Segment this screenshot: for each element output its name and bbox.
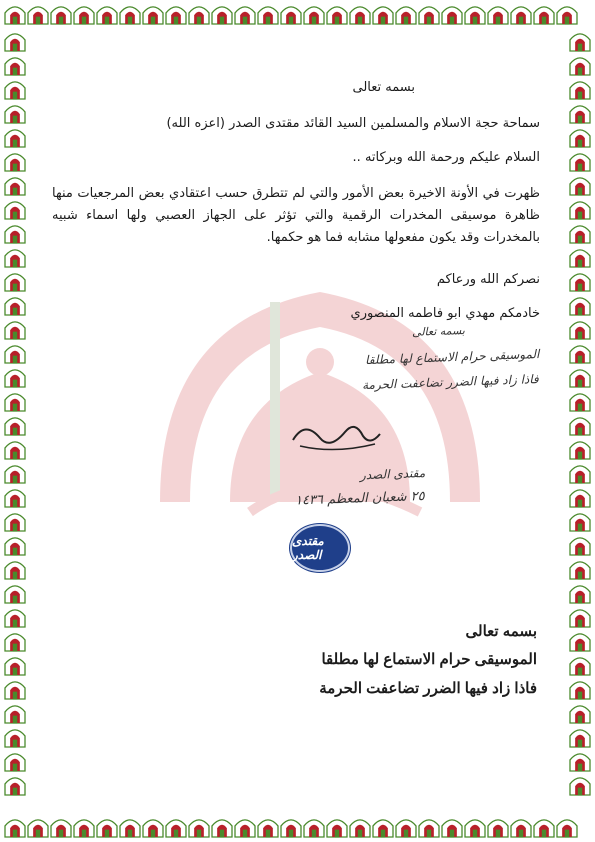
mosque-arch-icon [488, 820, 508, 838]
mosque-arch-icon [189, 820, 209, 838]
mosque-arch-icon [120, 7, 140, 25]
mosque-arch-icon [570, 490, 590, 508]
mosque-arch-icon [570, 250, 590, 268]
page-border-bottom [0, 812, 595, 842]
mosque-arch-icon [570, 178, 590, 196]
mosque-arch-icon [570, 514, 590, 532]
mosque-arch-icon [5, 178, 25, 196]
mosque-arch-icon [5, 394, 25, 412]
handwritten-date: ٢٥ شعبان المعظم ١٤٣٦ [295, 489, 426, 509]
mosque-arch-icon [5, 250, 25, 268]
mosque-arch-icon [570, 442, 590, 460]
mosque-arch-icon [570, 82, 590, 100]
mosque-arch-icon [5, 682, 25, 700]
mosque-arch-icon [5, 58, 25, 76]
mosque-arch-icon [5, 370, 25, 388]
mosque-arch-icon [189, 7, 209, 25]
mosque-arch-icon [5, 466, 25, 484]
mosque-arch-icon [570, 754, 590, 772]
mosque-arch-icon [5, 130, 25, 148]
mosque-arch-icon [5, 730, 25, 748]
seal-text: مقتدى الصدر [292, 534, 324, 562]
mosque-arch-icon [534, 7, 554, 25]
ruling-line: فاذا زاد فيها الضرر تضاعفت الحرمة [319, 680, 537, 697]
ruling-line: الموسيقى حرام الاستماع لها مطلقا [321, 651, 537, 668]
mosque-arch-icon [534, 820, 554, 838]
mosque-arch-icon [5, 754, 25, 772]
mosque-arch-icon [304, 7, 324, 25]
mosque-arch-icon [258, 7, 278, 25]
mosque-arch-icon [570, 658, 590, 676]
mosque-arch-icon [5, 634, 25, 652]
mosque-arch-icon [396, 7, 416, 25]
mosque-arch-icon [570, 106, 590, 124]
mosque-arch-icon [570, 682, 590, 700]
mosque-arch-icon [488, 7, 508, 25]
mosque-arch-icon [442, 7, 462, 25]
mosque-arch-icon [5, 298, 25, 316]
mosque-arch-icon [281, 7, 301, 25]
mosque-arch-icon [327, 820, 347, 838]
mosque-arch-icon [212, 820, 232, 838]
mosque-arch-icon [570, 778, 590, 796]
letter-body: ظهرت في الأونة الاخيرة بعض الأمور والتي لم تتطرق حسب اعتقادي بعض المرجعيات منها ظاهرة موسيقى المخدرات الرقمية والتي تؤثر على الجهاز العصبي ولها اسماء شبيه بالمخدرات وقد يكون مفعولها مشابه فما هو حكمها. [52, 186, 540, 245]
letter-salutation: بسمه تعالى [352, 80, 415, 95]
mosque-arch-icon [5, 490, 25, 508]
handwritten-signer: مقتدى الصدر [359, 466, 426, 483]
mosque-arch-icon [5, 82, 25, 100]
mosque-arch-icon [5, 346, 25, 364]
mosque-arch-icon [570, 226, 590, 244]
mosque-arch-icon [5, 7, 25, 25]
handwritten-ruling-line: الموسيقى حرام الاستماع لها مطلقا [364, 347, 540, 368]
mosque-arch-icon [570, 154, 590, 172]
letter-addressee: سماحة حجة الاسلام والمسلمين السيد القائد مقتدى الصدر (اعزه الله) [166, 116, 540, 131]
mosque-arch-icon [28, 7, 48, 25]
mosque-arch-icon [5, 34, 25, 52]
page-border-top [0, 0, 595, 28]
mosque-arch-icon [5, 586, 25, 604]
mosque-arch-icon [373, 7, 393, 25]
mosque-arch-icon [350, 7, 370, 25]
mosque-arch-icon [166, 820, 186, 838]
mosque-arch-icon [570, 730, 590, 748]
mosque-arch-icon [5, 610, 25, 628]
mosque-arch-icon [570, 322, 590, 340]
mosque-arch-icon [557, 820, 577, 838]
mosque-arch-icon [570, 274, 590, 292]
mosque-arch-icon [235, 820, 255, 838]
mosque-arch-icon [5, 514, 25, 532]
mosque-arch-icon [570, 34, 590, 52]
page-border-right [565, 28, 595, 812]
mosque-arch-icon [350, 820, 370, 838]
mosque-arch-icon [570, 418, 590, 436]
mosque-arch-icon [5, 706, 25, 724]
mosque-arch-icon [143, 7, 163, 25]
mosque-arch-icon [570, 538, 590, 556]
mosque-arch-icon [5, 418, 25, 436]
mosque-arch-icon [5, 562, 25, 580]
mosque-arch-icon [570, 466, 590, 484]
mosque-arch-icon [28, 820, 48, 838]
mosque-arch-icon [166, 7, 186, 25]
mosque-arch-icon [511, 820, 531, 838]
mosque-arch-icon [465, 7, 485, 25]
mosque-arch-icon [97, 7, 117, 25]
handwritten-signature-scribble [285, 410, 385, 455]
letter-signature: خادمكم مهدي ابو فاطمه المنصوري [350, 306, 540, 321]
mosque-arch-icon [235, 7, 255, 25]
mosque-arch-icon [570, 202, 590, 220]
handwritten-salutation: بسمه تعالى [411, 324, 466, 339]
handwritten-ruling-line: فاذا زاد فيها الضرر تضاعفت الحرمة [362, 372, 540, 393]
mosque-arch-icon [570, 130, 590, 148]
mosque-arch-icon [281, 820, 301, 838]
mosque-arch-icon [570, 586, 590, 604]
mosque-arch-icon [465, 820, 485, 838]
mosque-arch-icon [570, 298, 590, 316]
mosque-arch-icon [5, 778, 25, 796]
mosque-arch-icon [442, 820, 462, 838]
mosque-arch-icon [5, 154, 25, 172]
mosque-arch-icon [570, 610, 590, 628]
mosque-arch-icon [258, 820, 278, 838]
mosque-arch-icon [5, 442, 25, 460]
mosque-arch-icon [143, 820, 163, 838]
mosque-arch-icon [304, 820, 324, 838]
mosque-arch-icon [396, 820, 416, 838]
mosque-arch-icon [570, 394, 590, 412]
letter-closing: نصركم الله ورعاكم [436, 272, 540, 287]
mosque-arch-icon [419, 820, 439, 838]
mosque-arch-icon [570, 58, 590, 76]
mosque-arch-icon [212, 7, 232, 25]
mosque-arch-icon [5, 322, 25, 340]
mosque-arch-icon [5, 274, 25, 292]
mosque-arch-icon [51, 7, 71, 25]
mosque-arch-icon [419, 7, 439, 25]
letter-greeting: السلام عليكم ورحمة الله وبركاته .. [352, 150, 540, 165]
mosque-arch-icon [120, 820, 140, 838]
mosque-arch-icon [511, 7, 531, 25]
mosque-arch-icon [5, 820, 25, 838]
mosque-arch-icon [74, 7, 94, 25]
mosque-arch-icon [570, 706, 590, 724]
ruling-title: بسمه تعالى [465, 623, 537, 640]
mosque-arch-icon [97, 820, 117, 838]
official-seal [290, 524, 350, 572]
mosque-arch-icon [570, 562, 590, 580]
mosque-arch-icon [557, 7, 577, 25]
mosque-arch-icon [327, 7, 347, 25]
mosque-arch-icon [51, 820, 71, 838]
mosque-arch-icon [5, 226, 25, 244]
mosque-arch-icon [570, 370, 590, 388]
page-border-left [0, 28, 30, 812]
mosque-arch-icon [74, 820, 94, 838]
mosque-arch-icon [5, 202, 25, 220]
mosque-arch-icon [570, 634, 590, 652]
mosque-arch-icon [373, 820, 393, 838]
mosque-arch-icon [5, 538, 25, 556]
mosque-arch-icon [570, 346, 590, 364]
mosque-arch-icon [5, 106, 25, 124]
mosque-arch-icon [5, 658, 25, 676]
